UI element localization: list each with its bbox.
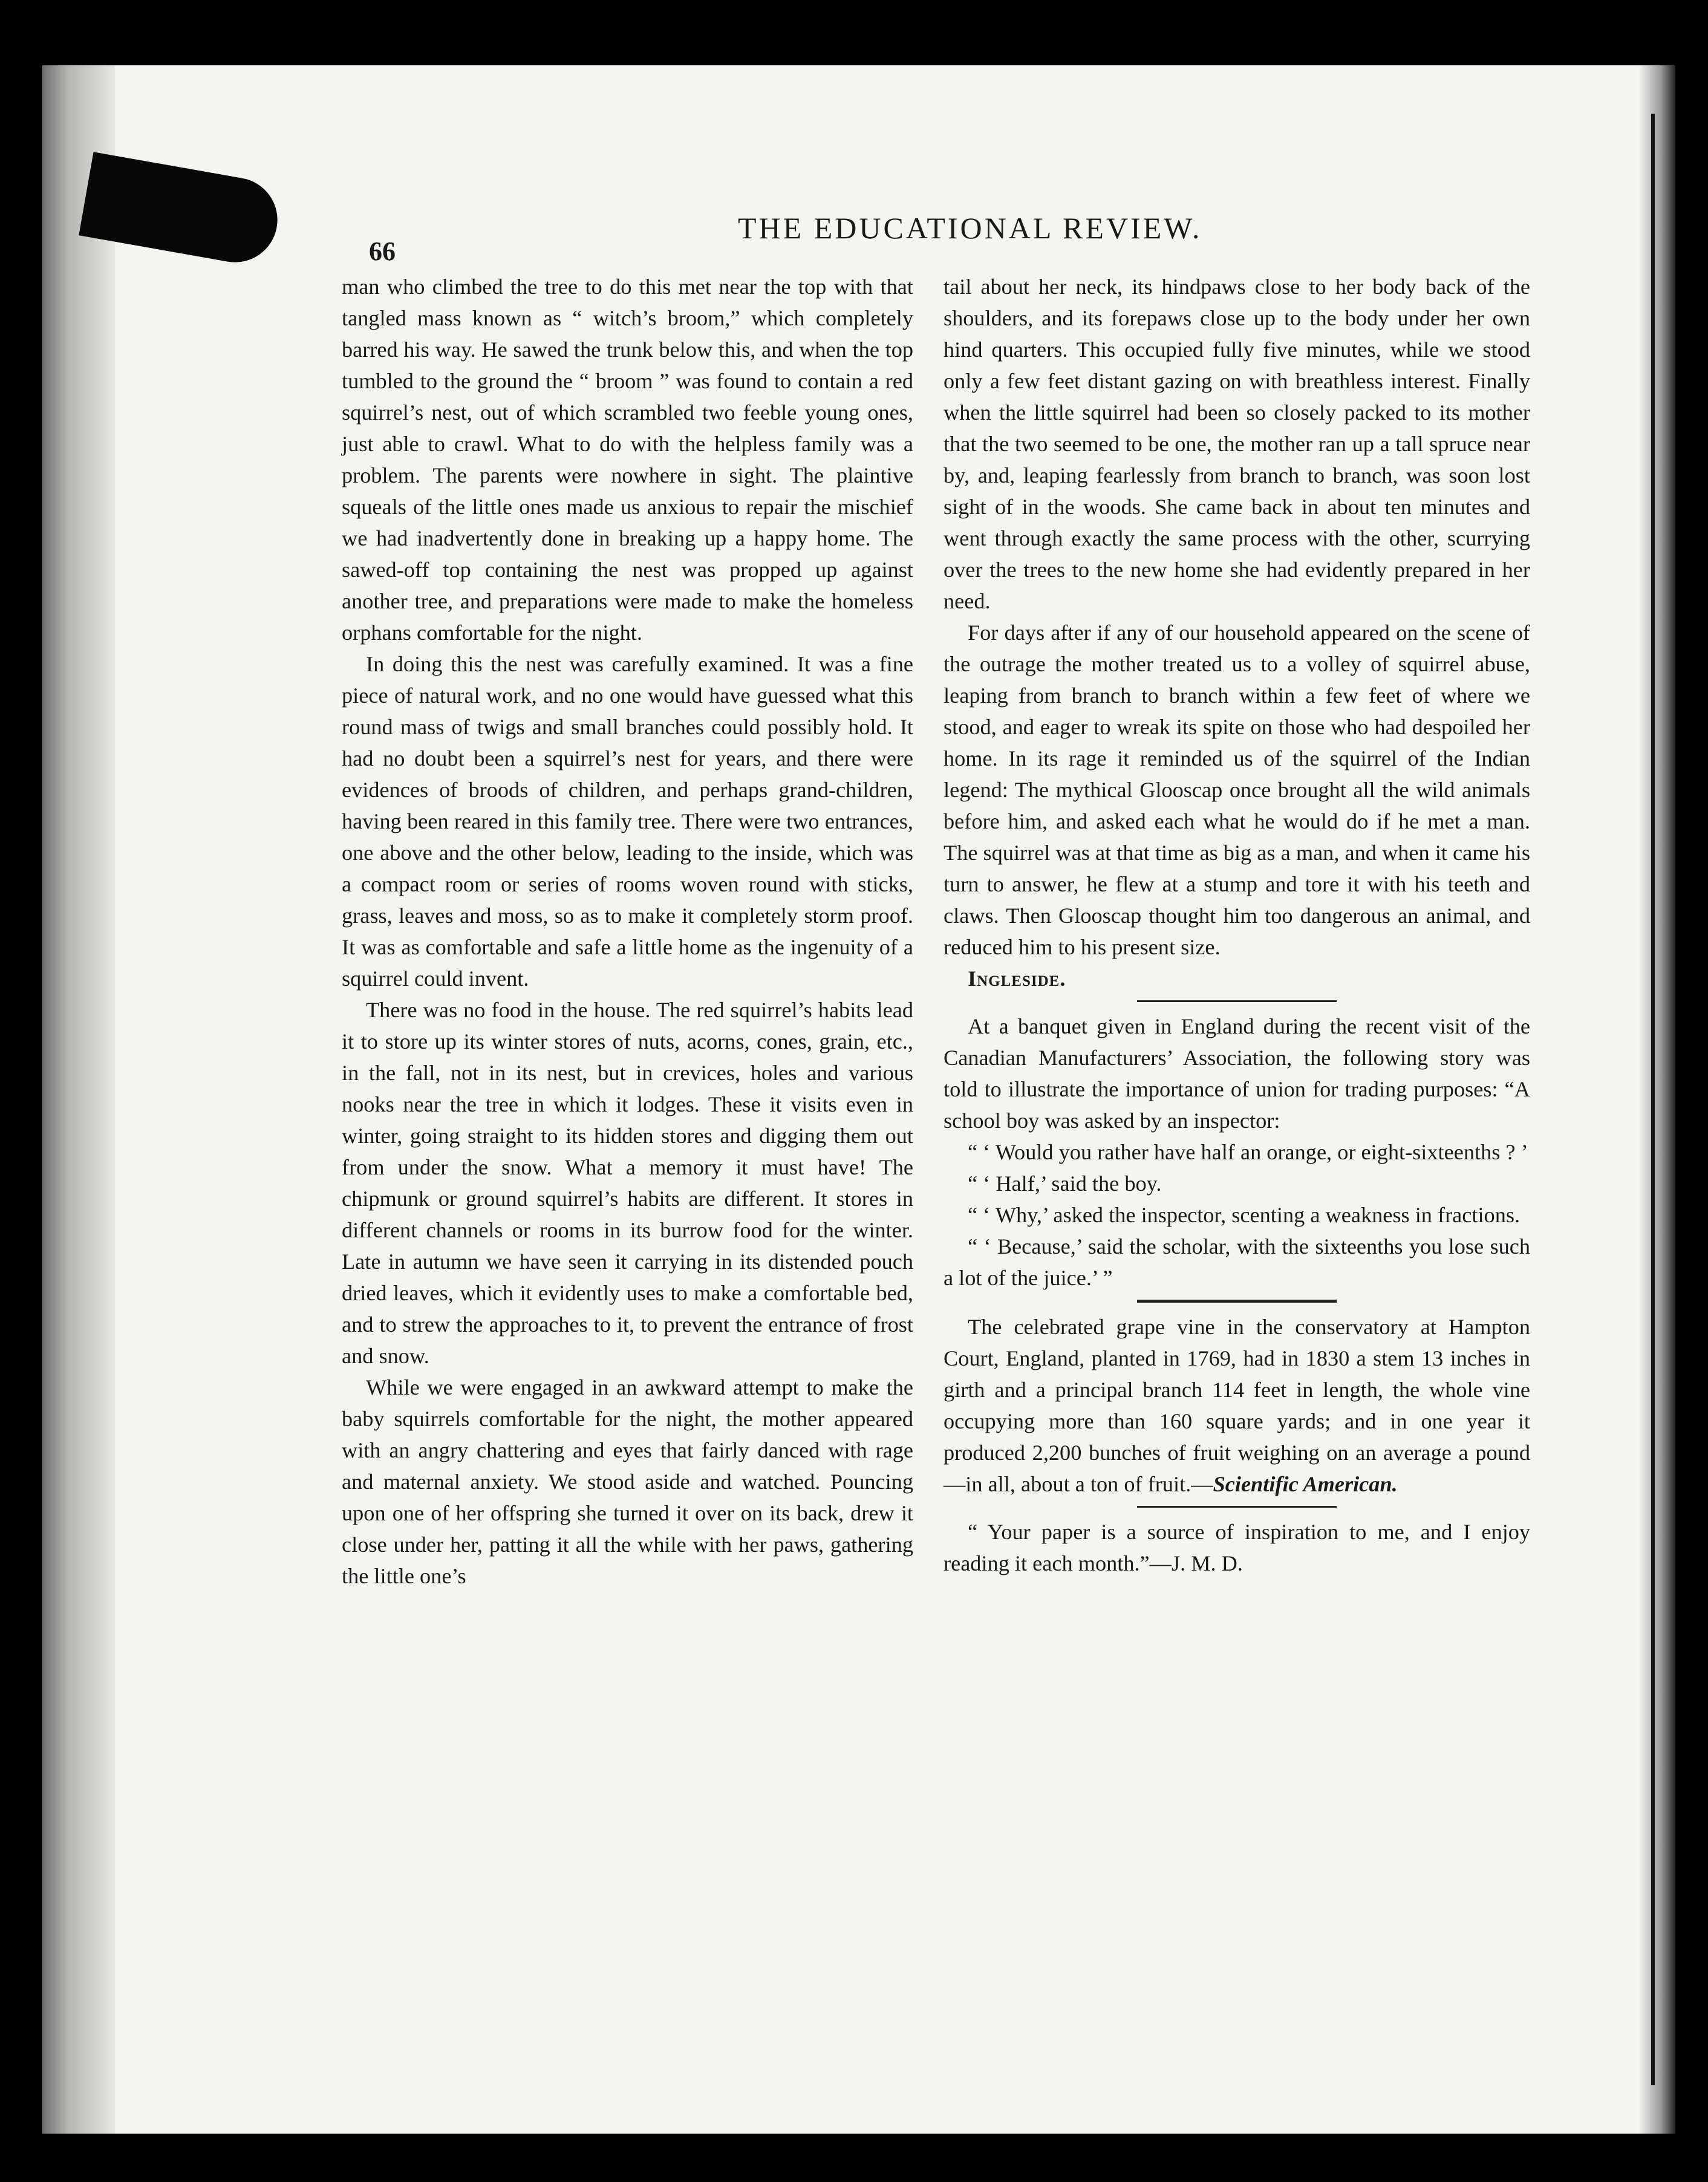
right-paragraph-1: tail about her neck, its hindpaws close to her body back of the shoulders, and its forepaws close up to the body under her own hind quarters. This occupied fully five minutes, while we stood only a few feet distant gazing on with breathless interest. Finally when the little squirrel had been so closely packed to its mother that the two seemed to be one, the mother ran up a tall spruce near by, and, leaping fearlessly from branch to branch, was soon lost sight of in the woods. She came back in about ten minutes and went through exactly the same process with the other, scurrying over the trees to the new home she had evidently prepared in her need.: [944, 275, 1530, 613]
left-paragraph-4: While we were engaged in an awkward attempt to make the baby squirrels comfortable for the night, the mother appeared with an angry chattering and eyes that fairly danced with rage and maternal anxiety. We stood aside and watched. Pouncing upon one of her offspring she turned it over on its back, drew it close under her, patting it all the while with her paws, gathering the little one’s: [342, 1375, 913, 1588]
grape-vine-paragraph: [944, 1311, 1530, 1500]
right-column: [944, 271, 1530, 1579]
page-sheet: [42, 65, 1675, 2134]
section-divider: [1137, 1506, 1337, 1508]
source-credit: Scientific American.: [1213, 1472, 1398, 1496]
grape-vine-text: The celebrated grape vine in the conservatory at Hampton Court, England, planted in 1769, had in 1830 a stem 13 inches in girth and a principal branch 114 feet in length, the whole vine occupying more than 160 square yards; and in one year it produced 2,200 bunches of fruit weighing on an average a pound—in all, about a ton of fruit.—: [944, 1315, 1530, 1496]
section-divider: [1137, 1300, 1337, 1303]
article-signature: Ingleside.: [968, 966, 1066, 991]
left-paragraph-1: man who climbed the tree to do this met near the top with that tangled mass known as “ witch’s broom,” which completely barred his way. He sawed the trunk below this, and when the top tumbled to the ground the “ broom ” was found to contain a red squirrel’s nest, out of which scrambled two feeble young ones, just able to crawl. What to do with the helpless family was a problem. The parents were nowhere in sight. The plaintive squeals of the little ones made us anxious to repair the mischief we had inadvertently done in breaking up a happy home. The sawed-off top containing the nest was propped up against another tree, and preparations were made to make the homeless orphans comfortable for the night.: [342, 275, 913, 645]
right-edge-shadow: [1639, 65, 1675, 2134]
binding-shadow: [42, 65, 115, 2134]
left-paragraph-2: In doing this the nest was carefully examined. It was a fine piece of natural work, and no one would have guessed what this round mass of twigs and small branches could possibly hold. It had no doubt been a squirrel’s nest for years, and there were evidences of broods of children, and perhaps grand-children, having been reared in this family tree. There were two entrances, one above and the other below, leading to the inside, which was a compact room or series of rooms woven round with sticks, grass, leaves and moss, so as to make it completely storm proof. It was as comfortable and safe a little home as the ingenuity of a squirrel could invent.: [342, 652, 913, 991]
dialogue-line-2: “ ‘ Half,’ said the boy.: [968, 1171, 1162, 1196]
reader-testimonial: “ Your paper is a source of inspiration to me, and I enjoy reading it each month.”—J. M. D.: [944, 1520, 1530, 1575]
dialogue-line-1: “ ‘ Would you rather have half an orange, or eight-sixteenths ? ’: [968, 1140, 1528, 1164]
journal-title: THE EDUCATIONAL REVIEW.: [738, 211, 1202, 245]
page-number: 66: [369, 236, 396, 266]
right-paragraph-2: For days after if any of our household appeared on the scene of the outrage the mother treated us to a volley of squirrel abuse, leaping from branch to branch within a few feet of where we stood, and eager to wreak its spite on those who had despoiled her home. In its rage it reminded us of the squirrel of the Indian legend: The mythical Glooscap once brought all the wild animals before him, and asked each what he would do if he met a man. The squirrel was at that time as big as a man, and when it came his turn to answer, he flew at a stump and tore it with his teeth and claws. Then Glooscap thought him too dangerous an animal, and reduced him to his present size.: [944, 620, 1530, 959]
running-head: [42, 210, 1675, 277]
left-paragraph-3: There was no food in the house. The red squirrel’s habits lead it to store up its winter stores of nuts, acorns, cones, grain, etc., in the fall, not in its nest, but in crevices, holes and various nooks near the tree in which it lodges. These it visits even in winter, going straight to its hidden stores and digging them out from under the snow. What a memory it must have! The chipmunk or ground squirrel’s habits are different. It stores in different channels or rooms in its burrow food for the winter. Late in autumn we have seen it carrying in its distended pouch dried leaves, which it evidently uses to make a comfortable bed, and to strew the approaches to it, to prevent the entrance of frost and snow.: [342, 998, 913, 1368]
left-column: [342, 271, 913, 1592]
banquet-paragraph: At a banquet given in England during the recent visit of the Canadian Manufacturers’ Association, the following story was told to illustrate the importance of union for trading purposes: “A school boy was asked by an inspector:: [944, 1014, 1530, 1133]
fold-line: [1651, 114, 1655, 2085]
dialogue-line-4: “ ‘ Because,’ said the scholar, with the sixteenths you lose such a lot of the juice.’ ”: [944, 1234, 1530, 1290]
dialogue-line-3: “ ‘ Why,’ asked the inspector, scenting a weakness in fractions.: [968, 1203, 1521, 1227]
section-divider: [1137, 1000, 1337, 1002]
